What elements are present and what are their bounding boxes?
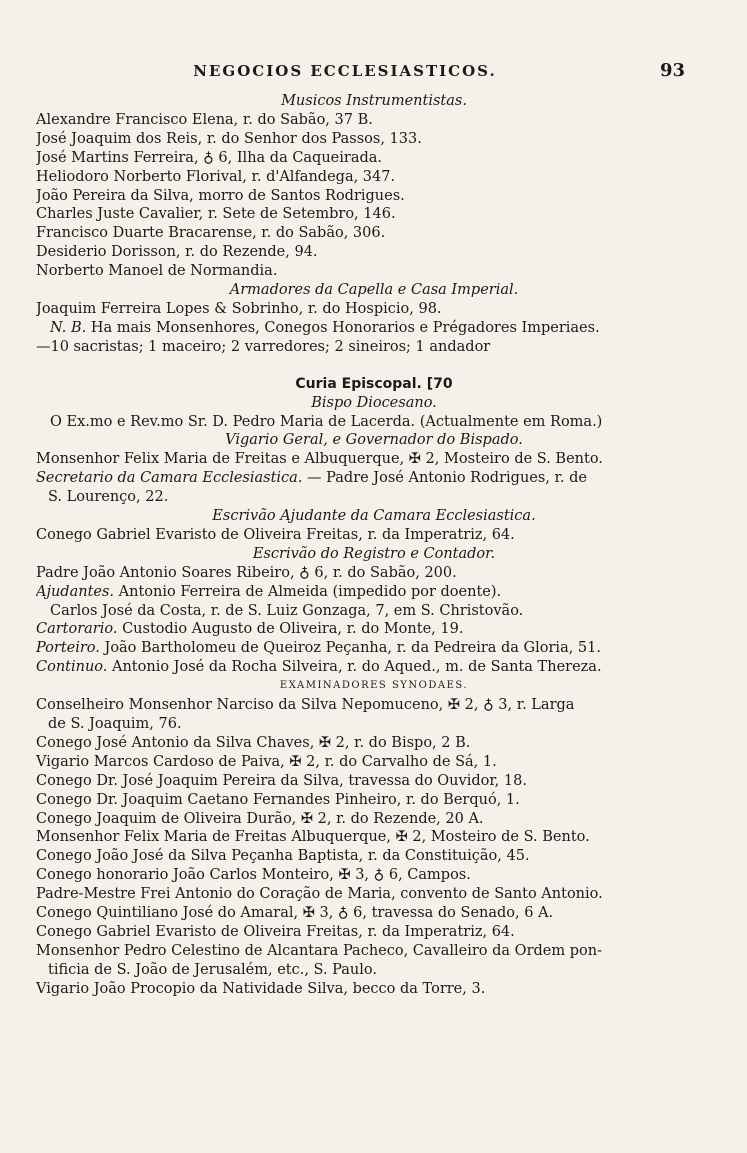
armadores-entry: Joaquim Ferreira Lopes & Sobrinho, r. do Hospicio, 98. — [36, 300, 442, 317]
escrivao-registro-entry: Padre João Antonio Soares Ribeiro, ♁ 6, r. do Sabão, 200. — [36, 564, 457, 581]
ajudantes-entry — [36, 583, 712, 602]
ajudantes-text: Antonio Ferreira de Almeida (impedido por doente). — [118, 583, 502, 600]
porteiro-entry — [36, 639, 712, 658]
examinador-continuation: de S. Joaquim, 76. — [48, 716, 182, 732]
musicos-entry: Francisco Duarte Bracarense, r. do Sabão, 306. — [36, 225, 386, 242]
examinador-entry: Conselheiro Monsenhor Narciso da Silva Nepomuceno, ✠ 2, ♁ 3, r. Larga — [36, 697, 575, 714]
musicos-entry: Norberto Manoel de Normandia. — [36, 263, 278, 280]
examinador-entry: Vigario João Procopio da Natividade Silva, becco da Torre, 3. — [36, 980, 486, 997]
musicos-entry: José Joaquim dos Reis, r. do Senhor dos Passos, 133. — [36, 130, 422, 147]
examinador-continuation: tificia de S. João de Jerusalém, etc., S. Paulo. — [48, 961, 377, 978]
continuo-text: Antonio José da Rocha Silveira, r. do Aqued., m. de Santa Thereza. — [112, 659, 602, 676]
nota-text: Ha mais Monsenhores, Conegos Honorarios e Prégadores Imperiaes. — [90, 319, 600, 336]
musicos-entry: Desiderio Dorisson, r. do Rezende, 94. — [36, 244, 318, 261]
examinador-entry: Monsenhor Pedro Celestino de Alcantara Pacheco, Cavalleiro da Ordem pon- — [36, 942, 602, 959]
secretario-text: — Padre José Antonio Rodrigues, r. de — [307, 470, 587, 487]
vigario-heading: Vigario Geral, e Governador do Bispado. — [225, 432, 523, 449]
continuo-label: Continuo. — [36, 659, 108, 676]
secretario-entry — [36, 469, 712, 488]
examinador-entry: Conego honorario João Carlos Monteiro, ✠ 3, ♁ 6, Campos. — [36, 867, 471, 884]
musicos-heading: Musicos Instrumentistas. — [281, 93, 467, 109]
secretario-continuation: S. Lourenço, 22. — [48, 489, 169, 506]
porteiro-text: João Bartholomeu de Queiroz Peçanha, r. da Pedreira da Gloria, 51. — [104, 640, 601, 657]
musicos-entry: José Martins Ferreira, ♁ 6, Ilha da Caqueirada. — [36, 149, 383, 166]
musicos-entry: Alexandre Francisco Elena, r. do Sabão, 37 B. — [36, 111, 373, 128]
bispo-entry: O Ex.mo e Rev.mo Sr. D. Pedro Maria de Lacerda. (Actualmente em Roma.) — [50, 413, 603, 430]
spacer — [36, 357, 712, 375]
escrivao-registro-heading: Escrivão do Registro e Contador. — [252, 545, 496, 562]
nota-line-2: —10 sacristas; 1 maceiro; 2 varredores; 2 sineiros; 1 andador — [36, 338, 491, 355]
nota-line — [36, 319, 712, 338]
examinador-entry: Padre-Mestre Frei Antonio do Coração de Maria, convento de Santo Antonio. — [36, 886, 603, 903]
ajudantes-label: Ajudantes. — [36, 583, 115, 600]
curia-heading: Curia Episcopal. [70 — [295, 375, 453, 392]
cartorario-text: Custodio Augusto de Oliveira, r. do Monte, 19. — [122, 621, 464, 638]
examinador-entry: Conego Dr. José Joaquim Pereira da Silva, travessa do Ouvidor, 18. — [36, 772, 527, 789]
examinador-entry: Conego José Antonio da Silva Chaves, ✠ 2, r. do Bispo, 2 B. — [36, 734, 471, 751]
musicos-entry: João Pereira da Silva, morro de Santos Rodrigues. — [36, 187, 405, 204]
escrivao-ajudante-heading: Escrivão Ajudante da Camara Ecclesiastica. — [212, 508, 536, 525]
continuo-entry — [36, 658, 712, 677]
cartorario-entry — [36, 620, 712, 639]
page-body — [36, 92, 712, 999]
page-number: 93 — [659, 60, 685, 81]
nota-label: N. B. — [50, 319, 87, 336]
examinador-entry: Vigario Marcos Cardoso de Paiva, ✠ 2, r. do Carvalho de Sá, 1. — [36, 753, 497, 770]
examinador-entry: Conego Quintiliano José do Amaral, ✠ 3, ♁ 6, travessa do Senado, 6 A. — [36, 905, 554, 922]
vigario-entry: Monsenhor Felix Maria de Freitas e Albuquerque, ✠ 2, Mosteiro de S. Bento. — [36, 451, 603, 468]
musicos-entry: Charles Juste Cavalier, r. Sete de Setembro, 146. — [36, 206, 396, 223]
porteiro-label: Porteiro. — [36, 640, 100, 657]
examinador-entry: Monsenhor Felix Maria de Freitas Albuquerque, ✠ 2, Mosteiro de S. Bento. — [36, 829, 590, 846]
ajudantes-entry-2: Carlos José da Costa, r. de S. Luiz Gonzaga, 7, em S. Christovão. — [50, 602, 524, 619]
secretario-label: Secretario da Camara Ecclesiastica. — [36, 470, 303, 487]
running-title: NEGOCIOS ECCLESIASTICOS. — [193, 62, 497, 80]
cartorario-label: Cartorario. — [36, 621, 118, 638]
page-header — [0, 62, 747, 86]
examinadores-heading: EXAMINADORES SYNODAES. — [279, 680, 469, 692]
musicos-entry: Heliodoro Norberto Florival, r. d'Alfandega, 347. — [36, 168, 396, 185]
bispo-heading: Bispo Diocesano. — [311, 394, 437, 411]
examinador-entry: Conego Gabriel Evaristo de Oliveira Freitas, r. da Imperatriz, 64. — [36, 923, 515, 940]
examinador-entry: Conego João José da Silva Peçanha Baptista, r. da Constituição, 45. — [36, 848, 530, 865]
examinador-entry: Conego Dr. Joaquim Caetano Fernandes Pinheiro, r. do Berquó, 1. — [36, 791, 520, 808]
escrivao-ajudante-entry: Conego Gabriel Evaristo de Oliveira Freitas, r. da Imperatriz, 64. — [36, 526, 515, 543]
armadores-heading: Armadores da Capella e Casa Imperial. — [229, 282, 519, 299]
examinador-entry: Conego Joaquim de Oliveira Durão, ✠ 2, r. do Rezende, 20 A. — [36, 810, 484, 827]
